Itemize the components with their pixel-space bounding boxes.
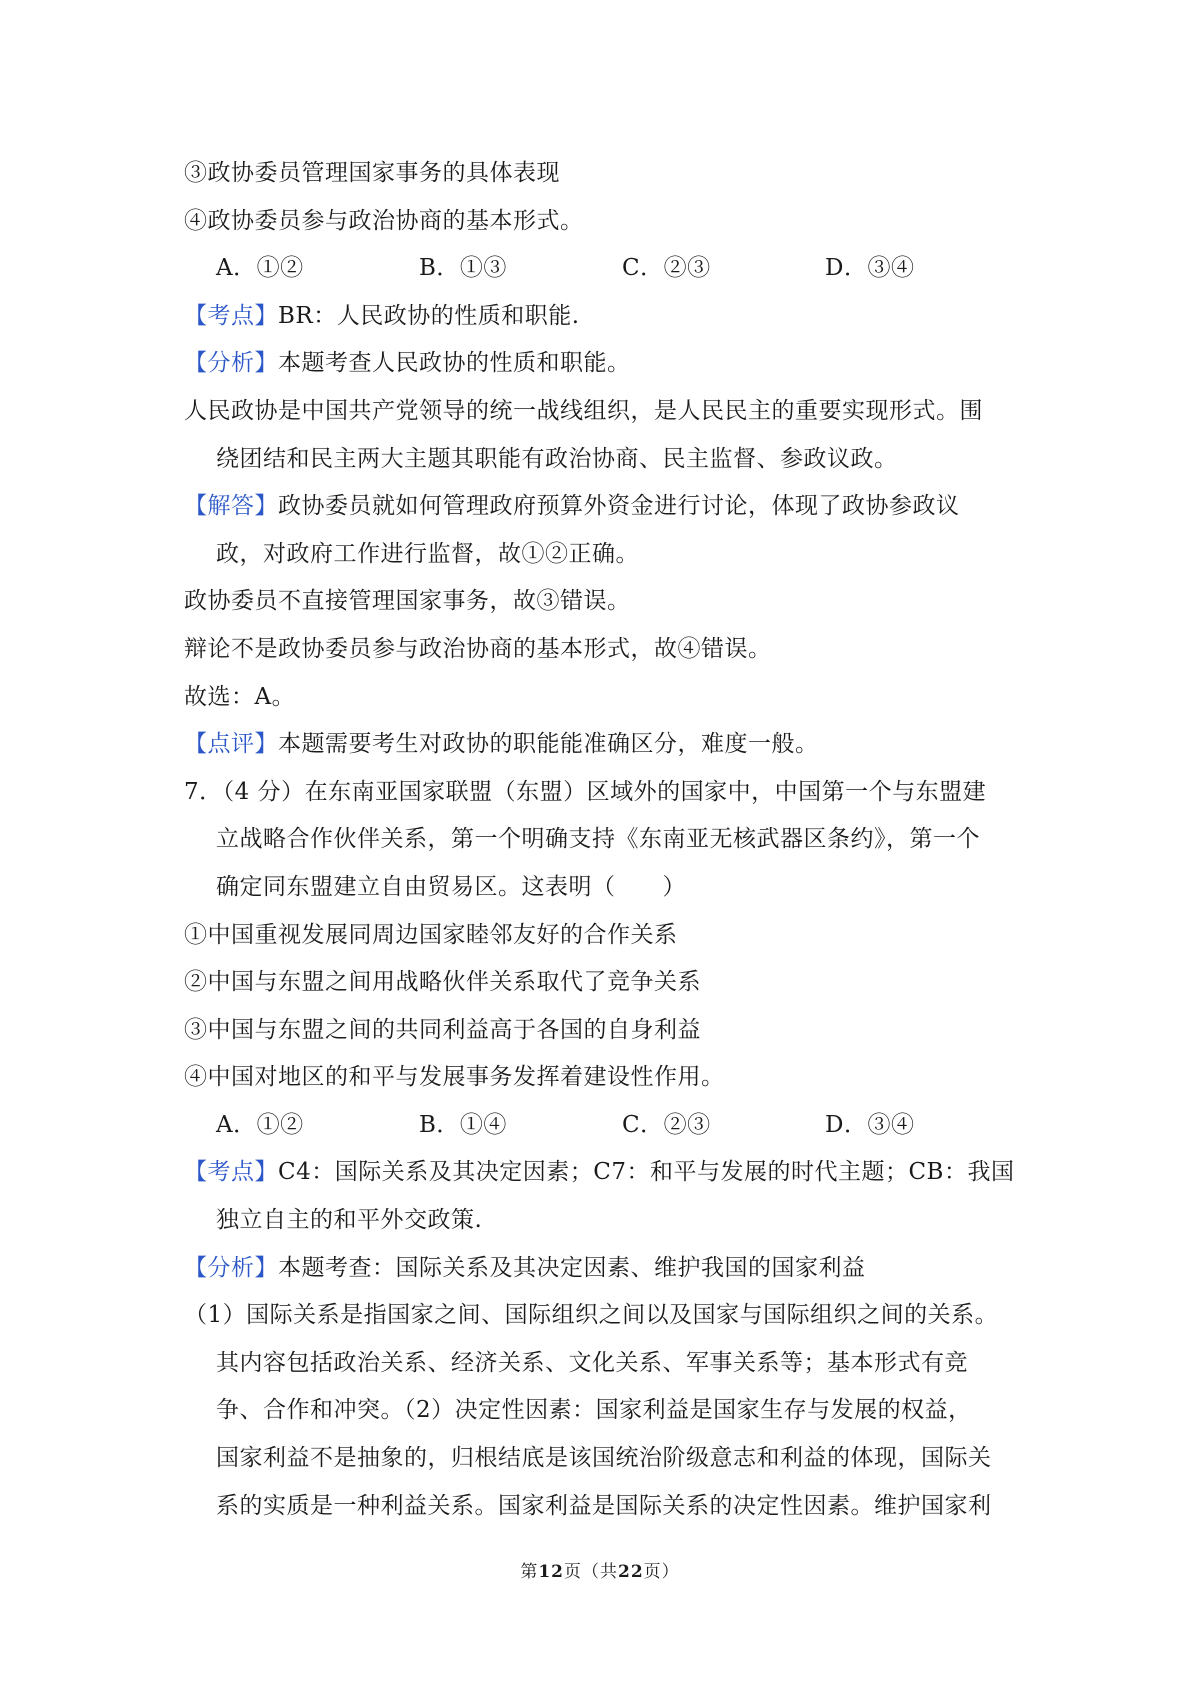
paragraph-line: 政协委员不直接管理国家事务，故③错误。 bbox=[184, 588, 631, 615]
choice-c: C．②③ bbox=[622, 255, 711, 282]
paragraph-line: 系的实质是一种利益关系。国家利益是国际关系的决定性因素。维护国家利 bbox=[216, 1492, 992, 1519]
page-footer bbox=[0, 1557, 1200, 1582]
dianping-line bbox=[184, 721, 1028, 769]
paragraph-line: 国家利益不是抽象的，归根结底是该国统治阶级意志和利益的体现，国际关 bbox=[216, 1445, 992, 1472]
option-line: ③政协委员管理国家事务的具体表现 bbox=[184, 160, 560, 186]
kaodian-text: C4：国际关系及其决定因素；C7：和平与发展的时代主题；CB：我国 bbox=[278, 1159, 1015, 1186]
paragraph-line: 其内容包括政治关系、经济关系、文化关系、军事关系等；基本形式有竞 bbox=[216, 1349, 968, 1376]
question-line: 确定同东盟建立自由贸易区。这表明（ ） bbox=[216, 873, 686, 900]
footer-middle: 页（共 bbox=[564, 1562, 618, 1582]
footer-current-page: 12 bbox=[538, 1562, 564, 1582]
option-line: ②中国与东盟之间用战略伙伴关系取代了竞争关系 bbox=[184, 969, 701, 996]
kaodian-text: BR：人民政协的性质和职能. bbox=[278, 302, 580, 329]
choice-a: A．①② bbox=[216, 255, 304, 282]
paragraph-line: 人民政协是中国共产党领导的统一战线组织，是人民民主的重要实现形式。围 bbox=[184, 397, 983, 424]
option-line: ④政协委员参与政治协商的基本形式。 bbox=[184, 207, 584, 234]
paragraph-line: 政，对政府工作进行监督，故①②正确。 bbox=[216, 540, 639, 567]
jieda-tag: 【解答】 bbox=[184, 493, 278, 520]
option-line: ①中国重视发展同周边国家睦邻友好的合作关系 bbox=[184, 921, 678, 948]
jieda-line bbox=[184, 483, 1028, 531]
choice-d: D．③④ bbox=[825, 1111, 915, 1138]
paragraph-line: 独立自主的和平外交政策. bbox=[216, 1207, 483, 1234]
footer-suffix: 页） bbox=[643, 1562, 680, 1582]
answer-line: 故选：A。 bbox=[184, 683, 296, 710]
fenxi-text: 本题考查：国际关系及其决定因素、维护我国的国家利益 bbox=[278, 1254, 866, 1281]
fenxi-tag: 【分析】 bbox=[184, 350, 278, 377]
choice-d: D．③④ bbox=[825, 255, 915, 282]
answer-choices bbox=[184, 1102, 1028, 1150]
choice-b: B．①③ bbox=[419, 255, 507, 282]
kaodian-line bbox=[184, 293, 1028, 341]
dianping-tag: 【点评】 bbox=[184, 731, 278, 758]
fenxi-line bbox=[184, 1245, 1028, 1293]
paragraph-line: （1）国际关系是指国家之间、国际组织之间以及国家与国际组织之间的关系。 bbox=[184, 1302, 999, 1329]
choice-a: A．①② bbox=[216, 1111, 304, 1138]
question-line: 7．（4 分）在东南亚国家联盟（东盟）区域外的国家中，中国第一个与东盟建 bbox=[184, 778, 987, 805]
fenxi-text: 本题考查人民政协的性质和职能。 bbox=[278, 350, 631, 377]
option-line: ④中国对地区的和平与发展事务发挥着建设性作用。 bbox=[184, 1064, 725, 1091]
kaodian-tag: 【考点】 bbox=[184, 302, 278, 329]
paragraph-line: 绕团结和民主两大主题其职能有政治协商、民主监督、参政议政。 bbox=[216, 445, 898, 472]
dianping-text: 本题需要考生对政协的职能能准确区分，难度一般。 bbox=[278, 731, 819, 758]
choice-c: C．②③ bbox=[622, 1111, 711, 1138]
fenxi-line bbox=[184, 340, 1028, 388]
kaodian-tag: 【考点】 bbox=[184, 1159, 278, 1186]
paragraph-line: 争、合作和冲突。（2）决定性因素：国家利益是国家生存与发展的权益， bbox=[216, 1397, 972, 1424]
answer-choices bbox=[184, 245, 1028, 293]
page-content bbox=[184, 150, 1028, 1530]
footer-total-pages: 22 bbox=[618, 1562, 644, 1582]
footer-prefix: 第 bbox=[520, 1562, 539, 1582]
paragraph-line: 辩论不是政协委员参与政治协商的基本形式，故④错误。 bbox=[184, 635, 772, 662]
jieda-text: 政协委员就如何管理政府预算外资金进行讨论，体现了政协参政议 bbox=[278, 493, 960, 520]
fenxi-tag: 【分析】 bbox=[184, 1254, 278, 1281]
option-line: ③中国与东盟之间的共同利益高于各国的自身利益 bbox=[184, 1016, 701, 1043]
kaodian-line bbox=[184, 1149, 1028, 1197]
question-line: 立战略合作伙伴关系，第一个明确支持《东南亚无核武器区条约》，第一个 bbox=[216, 826, 980, 853]
choice-b: B．①④ bbox=[419, 1111, 507, 1138]
